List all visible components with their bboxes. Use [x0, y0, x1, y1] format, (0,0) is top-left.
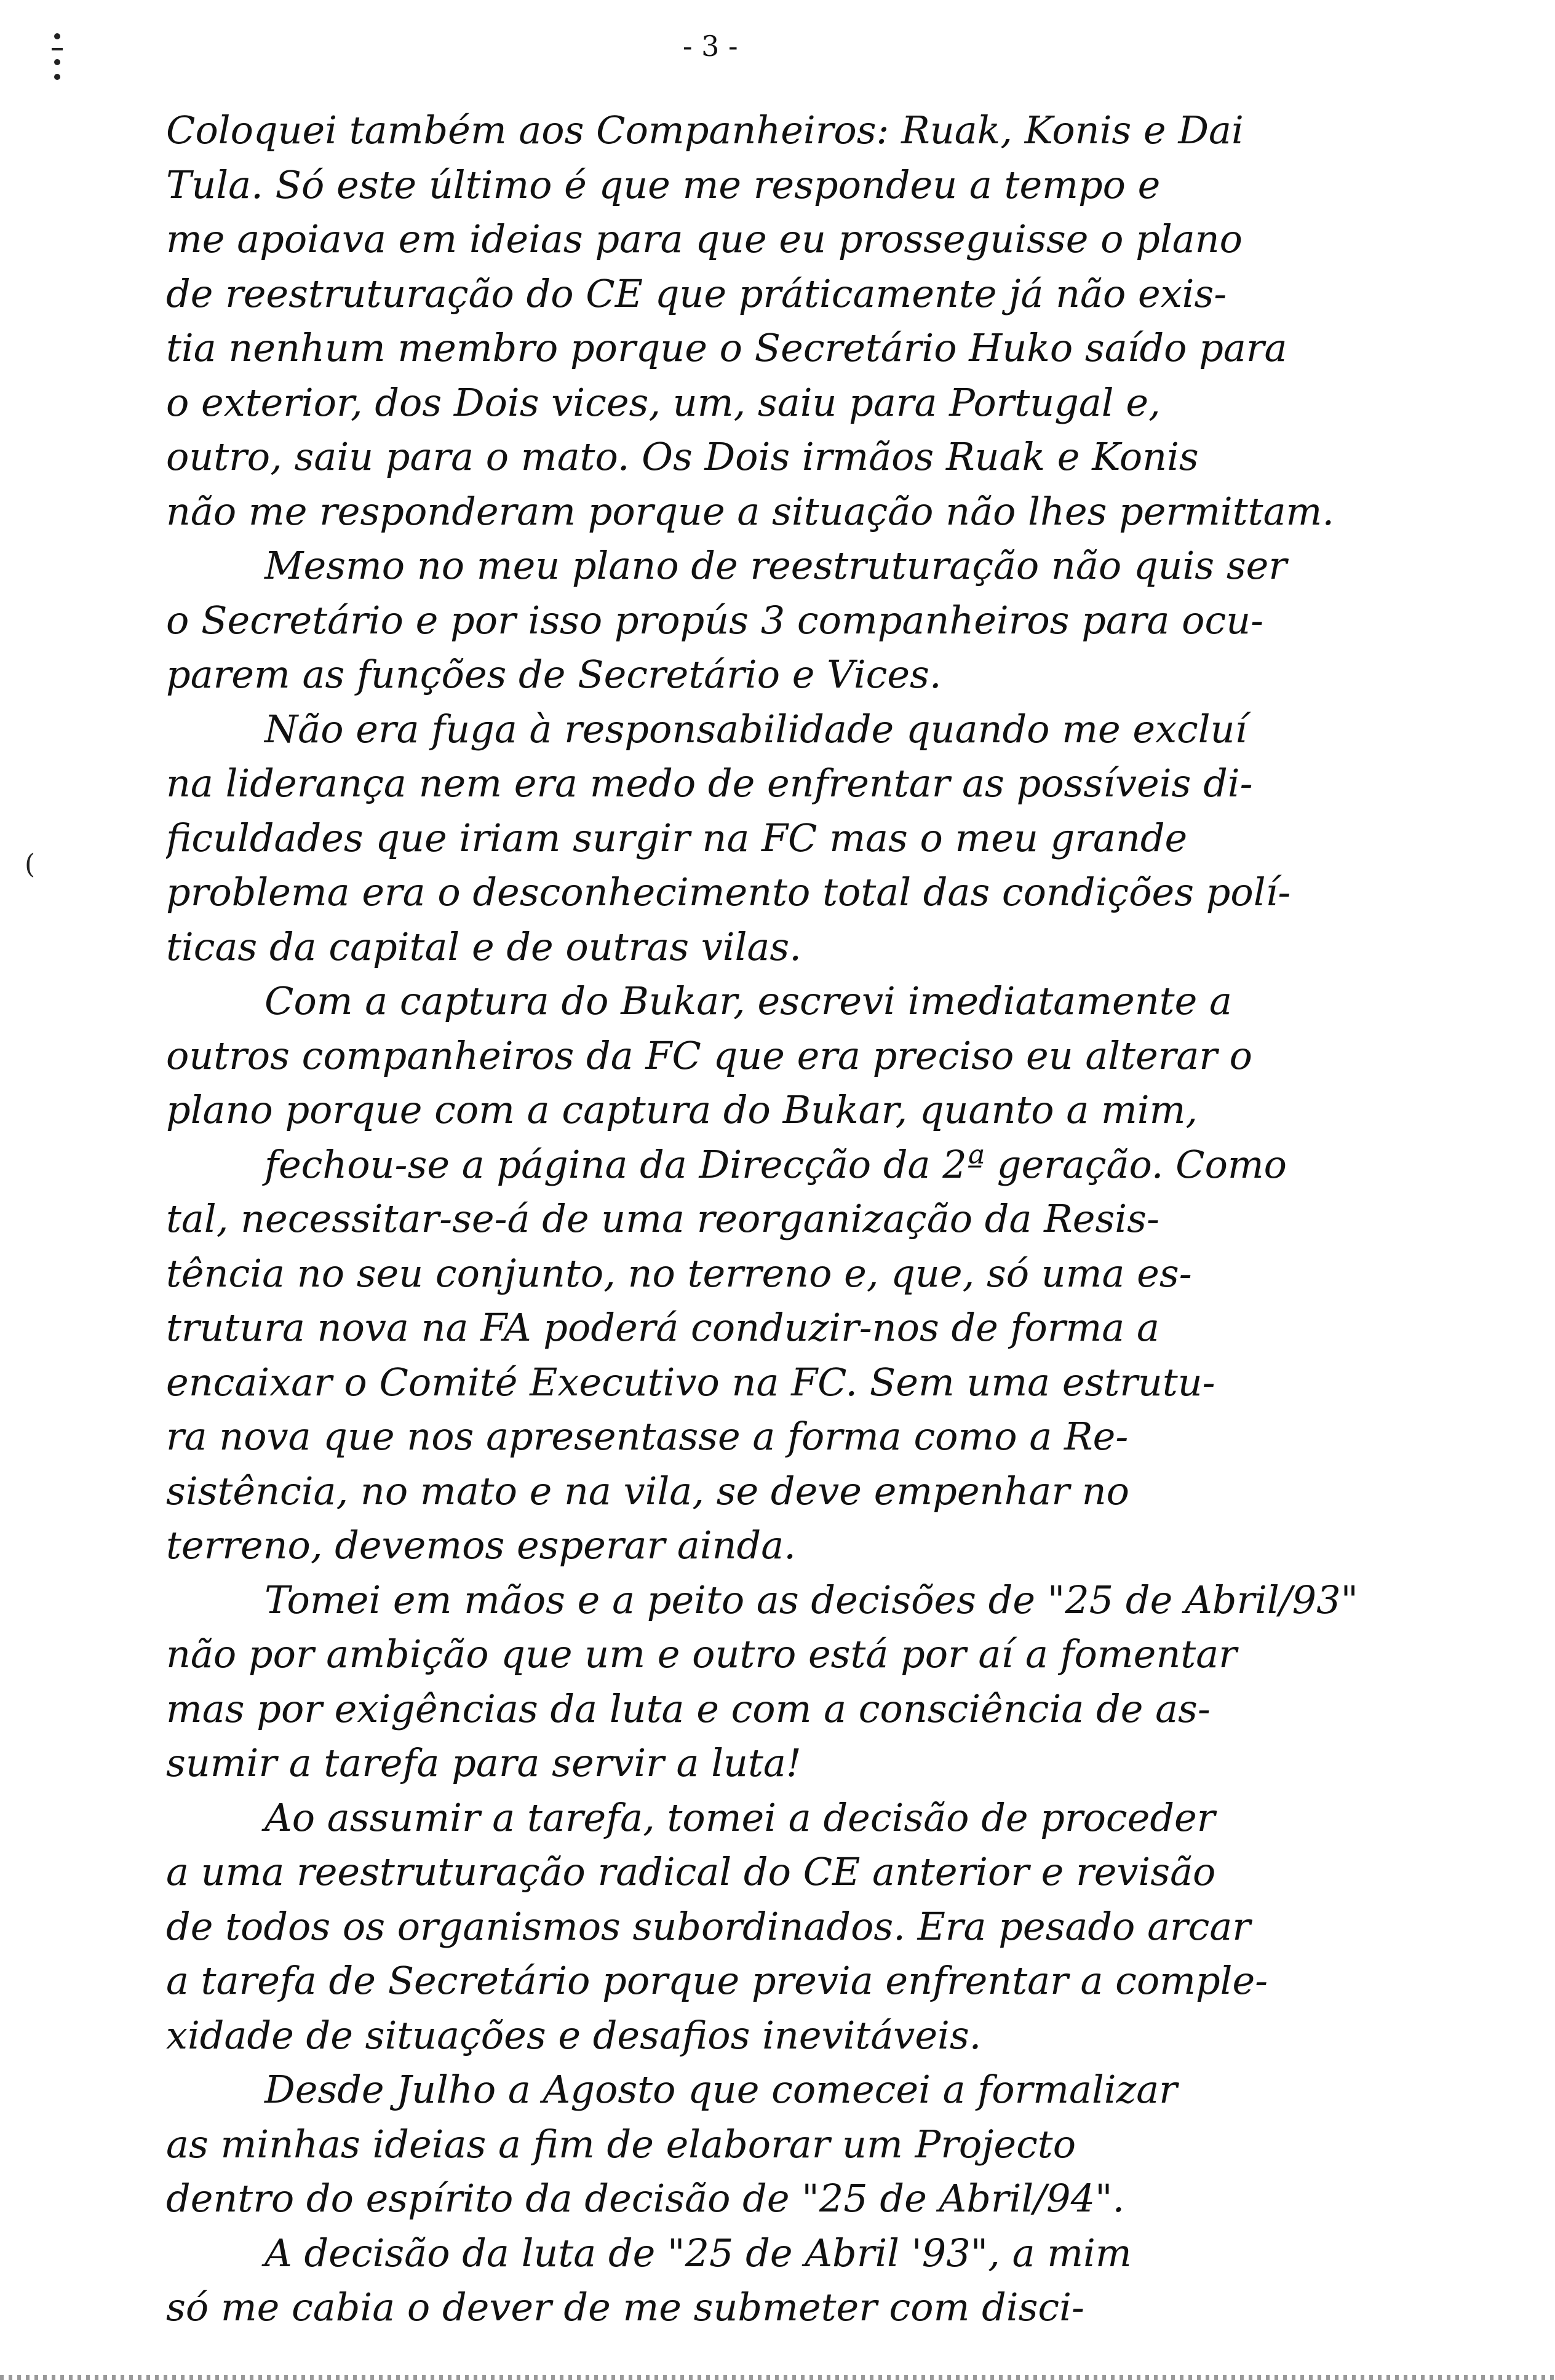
text-line: parem as funções de Secretário e Vices. — [166, 652, 942, 697]
text-line: tal, necessitar-se-á de uma reorganização da Resis- — [166, 1196, 1159, 1241]
text-line: não por ambição que um e outro está por aí a fomentar — [166, 1632, 1237, 1676]
text-line: de reestruturação do CE que práticamente já não exis- — [166, 271, 1227, 316]
text-line: a tarefa de Secretário porque previa enfrentar a comple- — [166, 1958, 1268, 2003]
text-line: outros companheiros da FC que era preciso eu alterar o — [166, 1033, 1253, 1078]
text-line: Mesmo no meu plano de reestruturação não quis ser — [264, 543, 1287, 588]
text-line: tia nenhum membro porque o Secretário Huko saído para — [166, 325, 1287, 370]
text-line: trutura nova na FA poderá conduzir-nos de forma a — [166, 1305, 1159, 1350]
handwritten-body — [166, 103, 1470, 2335]
text-line: não me responderam porque a situação não lhes permittam. — [166, 488, 1335, 534]
scan-bottom-edge — [0, 2375, 1555, 2380]
margin-marks — [48, 25, 66, 98]
text-line: terreno, devemos esperar ainda. — [166, 1523, 796, 1568]
text-line: Com a captura do Bukar, escrevi imediatamente a — [264, 978, 1232, 1023]
page-number: - 3 - — [683, 30, 738, 63]
text-line: Desde Julho a Agosto que comecei a formalizar — [264, 2067, 1177, 2112]
text-line: só me cabia o dever de me submeter com disci- — [166, 2285, 1084, 2330]
text-line: Ao assumir a tarefa, tomei a decisão de proceder — [264, 1795, 1215, 1840]
text-line: ficuldades que iriam surgir na FC mas o meu grande — [166, 815, 1188, 860]
text-line: sumir a tarefa para servir a luta! — [166, 1740, 801, 1785]
text-line: tência no seu conjunto, no terreno e, que, só uma es- — [166, 1250, 1192, 1296]
text-line: Não era fuga à responsabilidade quando me excluí — [264, 706, 1247, 752]
text-line: fechou-se a página da Direcção da 2ª geração. Como — [264, 1141, 1287, 1187]
text-line: dentro do espírito da decisão de "25 de Abril/94". — [166, 2176, 1125, 2221]
text-line: Tula. Só este último é que me respondeu a tempo e — [166, 162, 1161, 207]
text-line: encaixar o Comité Executivo na FC. Sem uma estrutu- — [166, 1359, 1215, 1405]
text-line: ra nova que nos apresentasse a forma como a Re- — [166, 1414, 1129, 1459]
margin-mark-paren: ( — [25, 849, 36, 880]
text-line: Tomei em mãos e a peito as decisões de "25 de Abril/93" — [264, 1577, 1359, 1622]
text-line: sistência, no mato e na vila, se deve empenhar no — [166, 1468, 1129, 1513]
text-line: me apoiava em ideias para que eu prosseguisse o plano — [166, 216, 1243, 261]
text-line: plano porque com a captura do Bukar, quanto a mim, — [166, 1087, 1198, 1132]
text-line: problema era o desconhecimento total das condições polí- — [166, 870, 1291, 914]
text-line: o exterior, dos Dois vices, um, saiu para Portugal e, — [166, 379, 1161, 425]
text-line: A decisão da luta de "25 de Abril '93", a mim — [264, 2230, 1132, 2275]
text-line: de todos os organismos subordinados. Era pesado arcar — [166, 1903, 1251, 1949]
text-line: ticas da capital e de outras vilas. — [166, 924, 801, 969]
text-line: mas por exigências da luta e com a consciência de as- — [166, 1686, 1211, 1731]
text-line: o Secretário e por isso propús 3 companheiros para ocu- — [166, 597, 1264, 643]
text-line: Coloquei também aos Companheiros: Ruak, Konis e Dai — [166, 108, 1244, 153]
text-line: outro, saiu para o mato. Os Dois irmãos Ruak e Konis — [166, 434, 1199, 479]
text-line: as minhas ideias a fim de elaborar um Projecto — [166, 2121, 1076, 2167]
text-line: xidade de situações e desafios inevitáveis. — [166, 2012, 982, 2058]
text-line: na liderança nem era medo de enfrentar as possíveis di- — [166, 761, 1253, 806]
text-line: a uma reestruturação radical do CE anterior e revisão — [166, 1849, 1216, 1894]
